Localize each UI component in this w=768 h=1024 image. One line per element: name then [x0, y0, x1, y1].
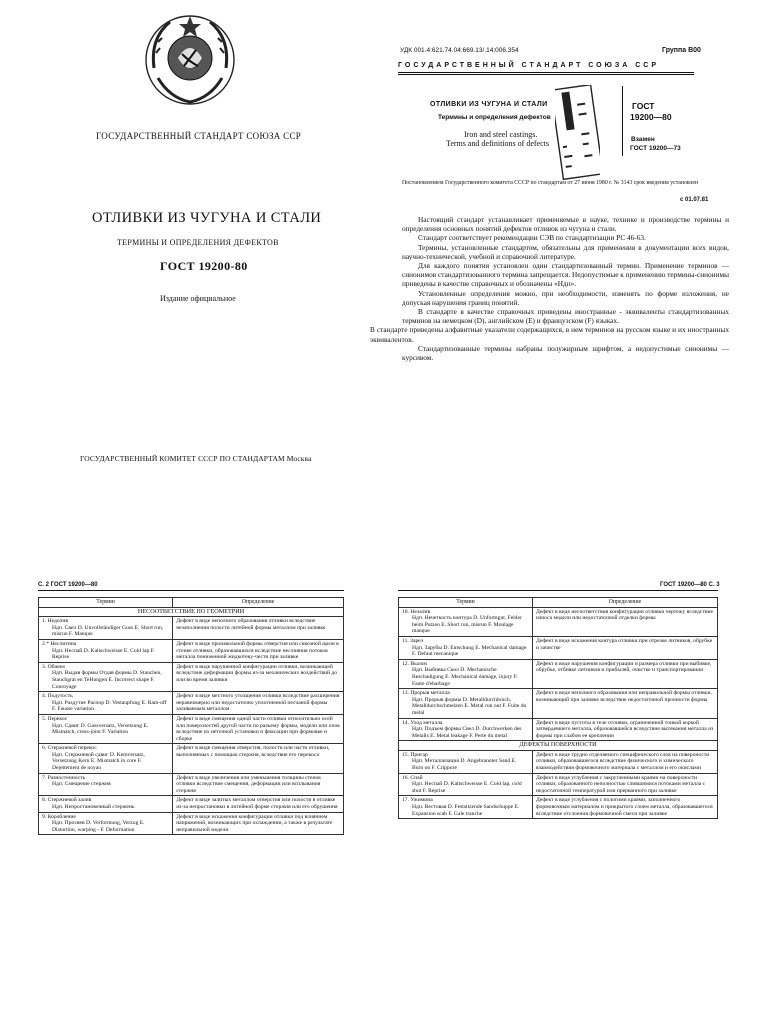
definition-text: Дефект в виде несоответствия конфигурации отливки чертежу вследствие износа модели или недостаточной отделки формы [535, 608, 713, 622]
definition-cell [173, 744, 344, 773]
paragraph: Настоящий стандарт устанавливает применяемые в науке, технике и производстве термины и определения основных понятий дефектов отливок из чугуна и стали. [402, 215, 729, 234]
term-number: 15. Пригар [402, 751, 428, 758]
term-cell [399, 796, 533, 819]
header-rule [38, 590, 344, 591]
gost-number-right: 19200—80 [630, 112, 672, 122]
table-row [39, 662, 344, 691]
table-row [399, 607, 718, 636]
term-synonyms: Ндп. Свел D. Unvollständiger Guss E. Short run, misrun F. Manque [52, 624, 164, 638]
term-cell [39, 617, 173, 640]
term-synonyms: Ндп. Прорыв формы D. Metalldurchbruch, Metalldurchschmelzen E. Metal run out F. Fuite du metal [412, 696, 527, 716]
column-header-definition: Определение [173, 598, 344, 608]
term-number: 10. Незалив [402, 608, 431, 615]
term-cell [399, 659, 533, 688]
term-synonyms: Ндп. Смещение стержня [52, 781, 111, 788]
definition-cell [173, 714, 344, 743]
table-row [399, 689, 718, 718]
document-title: ОТЛИВКИ ИЗ ЧУГУНА И СТАЛИ [92, 210, 322, 226]
term-cell [39, 796, 173, 812]
definition-text: Дефект в виде произвольной формы отверстия или сквозной щели в стенке отливки, образовавшихся вследствие неслияния потоков металла пониженной жидкотеку-чести при заливке [176, 640, 339, 661]
ussr-emblem-icon [140, 8, 240, 108]
gost-number: ГОСТ 19200-80 [160, 259, 248, 273]
term-synonyms: Ндп. Сдвиг D. Gussversatz, Versetzung E. Mismatch, cross-joint F. Variation [52, 722, 149, 736]
term-number: 17. Ужимина [402, 797, 433, 804]
term-number: 9. Коробление [42, 813, 76, 820]
paragraph: Установленные определения можно, при необходимости, изменять по форме изложения, не допуская нарушения границ понятий. [402, 288, 729, 307]
definition-text: Дефект в виде нарушения конфигурации и размера отливки при выбивке, обрубке, отбивке литников и прибылей, очистке и транспортировании [535, 660, 712, 674]
term-cell [39, 714, 173, 743]
term-cell [39, 662, 173, 691]
term-cell [399, 607, 533, 636]
paragraph: Термины, установленные стандартом, обязательны для применения в документации всех видов, научно-технической, учебной и справочной литературе. [402, 242, 729, 261]
term-number: 6. Стержневой перекос [42, 745, 97, 752]
definition-text: Дефект в виде увеличения или уменьшения толщины стенок отливки вследствие смещения, деформации или всплывания стержня [176, 774, 322, 794]
library-stamp-icon [555, 85, 600, 180]
definition-cell [173, 617, 344, 640]
term-number: 2.* Неслитина [42, 640, 77, 647]
table-row [399, 773, 718, 796]
term-synonyms: Ндп. Неспай D. Kaltschweisse E. Cold lap, cold shut F. Reprise [412, 781, 522, 794]
definition-text: Дефект в виде смещения одной части отливки относительно осей или поверхностей другой части по разъему формы, модели или опок вследствие их неточной установки и фиксации при формовке и сборке [176, 715, 340, 742]
definition-cell [532, 607, 717, 636]
term-synonyms: Ндп. Непростановочный стержень [52, 804, 135, 811]
divider [622, 86, 623, 156]
term-synonyms: Ндп. Нечеткость контура D. Unformgut, Fehler beim Putzen E. Short run, misrun F. Moulage manque [412, 615, 522, 635]
table-row [399, 659, 718, 688]
udc-code: УДК 001.4:621.74.04:669.13/.14:006.354 [400, 47, 519, 54]
term-number: 7. Разностенность [42, 774, 86, 781]
definition-text: Дефект в виде углубления с закругленными краями на поверхности отливки, образованного неполностью слившимися потоками металла с недостаточной температурой или прерванного при заливке [535, 774, 706, 794]
term-number: 13. Прорыв металла [402, 690, 450, 697]
term-cell [399, 773, 533, 796]
table-row [399, 750, 718, 773]
term-number: 16. Спай [402, 774, 423, 781]
table-row [39, 617, 344, 640]
decree-date: с 01.07.81 [680, 197, 709, 203]
page-header-right: ГОСТ 19200—80 С. 3 [660, 582, 720, 588]
terms-table-page3 [398, 597, 718, 819]
term-synonyms: Ндп. Подъем формы Свел D. Durchwerken des Metalls E. Metal leakage F. Perte du metal [412, 726, 522, 739]
replace-gost: ГОСТ 19200—73 [630, 145, 681, 152]
table-row [39, 796, 344, 812]
term-cell [399, 750, 533, 773]
definition-cell [532, 636, 717, 659]
decree-text: Постановлением Государственного комитета СССР по стандартам от 27 июня 1980 г. № 3143 срок введения установлен [402, 180, 699, 186]
table-row [39, 773, 344, 796]
committee-label: ГОСУДАРСТВЕННЫЙ КОМИТЕТ СССР ПО СТАНДАРТАМ Москва [80, 454, 312, 463]
term-cell [39, 773, 173, 796]
definition-cell [532, 659, 717, 688]
term-number: 3. Обжим [42, 663, 65, 670]
column-header-term: Термин [39, 598, 173, 608]
term-synonyms: Ндп. Металлизация D. Angebrannter Sand E. Burn on F. Crippure [412, 758, 517, 772]
definition-cell [173, 639, 344, 662]
definition-text: Дефект в виде неполного образования отливки вследствие незаполнения полости литейной формы металлом при заливке [176, 618, 326, 631]
paragraph: Стандарт соответствует рекомендации СЭВ по стандартизации РС 46-63. [418, 233, 646, 243]
header-rule [398, 590, 718, 591]
term-number: 1. Недолив [42, 618, 69, 625]
term-cell [39, 639, 173, 662]
definition-text: Дефект в виде смещения отверстия, полости или части отливки, выполняемых с помощью стержня, вследствие его перекоса [176, 745, 330, 758]
group-label: Группа В00 [662, 47, 701, 54]
standard-body [370, 215, 729, 363]
table-row [39, 714, 344, 743]
term-number: 8. Стержневой залив [42, 797, 92, 804]
definition-cell [532, 718, 717, 741]
document-subtitle: ТЕРМИНЫ И ОПРЕДЕЛЕНИЯ ДЕФЕКТОВ [117, 238, 279, 247]
table-row [39, 639, 344, 662]
column-header-term: Термин [399, 598, 533, 608]
definition-cell [532, 773, 717, 796]
definition-text: Дефект в виде нарушенной конфигурации отливки, возникающей вследствие деформации формы из-за механических воздействий до или во время заливки [176, 663, 338, 683]
gost-label: ГОСТ [632, 101, 655, 111]
definition-text: Дефект в виде местного утолщения отливки вследствие расширения неравномерно или недостаточно уплотненной песчаной формы заливаемым металлом [176, 693, 340, 713]
definition-text: Дефект в виде залитых металлом отверстия или полости в отливке из-за непростановки в литейной форме стержня или его обрушения [176, 797, 338, 811]
definition-text: Дефект в виде трудно отделяемого специфического слоя на поверхности отливки, образовавшегося вследствие физического и химического взаимодействия формовочного материала с металлом и его окислами [535, 751, 710, 772]
term-synonyms: Ндп. Выдав формы Отдав формы D. Stauchen, Stauchgrat en TeHungen E. Incorrect shape F. Conroyage [52, 670, 162, 690]
term-synonyms: Ндп. Выбивка Скол D. Mechanische Beschadigung E. Mechanical damage, injury F. Faute d'ebarbage [412, 667, 518, 687]
term-synonyms: Ндп. Зарубы D. Entschung E. Mechanical damage F. Defaut mecanique [412, 644, 527, 658]
table-row [399, 636, 718, 659]
paragraph: Для каждого понятия установлен один стандартизованный термин. Применение терминов — синонимов стандартизованного термина запрещается. Недопустимые к применению термины-синонимы приведены в качестве справочных и обозначены «Ндп». [402, 261, 729, 289]
table-row [399, 718, 718, 741]
section-heading: НЕСООТВЕТСТВИЕ ПО ГЕОМЕТРИИ [39, 607, 344, 617]
term-number: 14. Уход металла [402, 719, 443, 726]
term-synonyms: Ндп. Стержневой сдвиг D. Kemversatz, Versetzung Kern E. Mismatch in core F. Dejettement de noyau [52, 751, 145, 772]
header-rule [398, 74, 694, 75]
terms-table-page2 [38, 597, 344, 835]
definition-text: Дефект в виде искажения конфигурации отливки под влиянием напряжений, возникающих при охлаждении, а также в результате неправильной модели [176, 813, 333, 833]
title-en-line1: Iron and steel castings. [464, 130, 538, 139]
definition-text: Дефект в виде искажения контура отливки при отрезке литников, обрубке и зачистке [535, 637, 713, 651]
title-en-line2: Terms and definitions of defects [446, 139, 549, 148]
term-cell [39, 812, 173, 835]
title-ru: ОТЛИВКИ ИЗ ЧУГУНА И СТАЛИ [430, 101, 548, 108]
term-number: 4. Подутость [42, 693, 73, 700]
state-standard-label: ГОСУДАРСТВЕННЫЙ СТАНДАРТ СОЮЗА ССР [96, 131, 302, 141]
term-synonyms: Ндп. Раздутие Распор D. Vestaupfung E. Ram-off F. Fausse variation [52, 699, 167, 713]
table-row [39, 812, 344, 835]
header-rule [398, 72, 694, 73]
definition-cell [173, 692, 344, 715]
term-number: 5. Перекос [42, 715, 68, 722]
definition-text: Дефект в виде пустоты в теле отливки, ограниченной тонкой коркой затвердевшего металла, образовавшейся вследствие вытекания металла из формы при слабом ее креплении [535, 719, 714, 739]
definition-text: Дефект в виде углубления с пологими краями, заполненного формовочным материалом и прикрытого слоем металла, образовавшегося вследствие отслоения формовочной смеси при заливке [535, 797, 713, 817]
page-header-left: С. 2 ГОСТ 19200—80 [38, 582, 98, 588]
term-synonyms: Ндп. Вестовая D. Festsitzende Sandschuppe E. Expansion scab F. Gale tranche [412, 804, 520, 817]
term-synonyms: Ндп. Неспай D. Kaltschweisse E. Cold lap F. Reprise [52, 647, 155, 661]
term-cell [399, 689, 533, 718]
definition-text: Дефект в виде неполного образования или неправильной формы отливки, возникающий при заливке вследствие недостаточной прочности формы [535, 690, 712, 703]
definition-cell [532, 750, 717, 773]
section-heading: ДЕФЕКТЫ ПОВЕРХНОСТИ [399, 741, 718, 751]
state-standard-header: ГОСУДАРСТВЕННЫЙ СТАНДАРТ СОЮЗА ССР [398, 62, 660, 69]
column-header-definition: Определение [532, 598, 717, 608]
term-cell [399, 718, 533, 741]
term-number: 12. Вылом [402, 660, 427, 667]
table-row [39, 692, 344, 715]
table-row [399, 796, 718, 819]
table-row [39, 744, 344, 773]
definition-cell [173, 773, 344, 796]
paragraph: В стандарте в качестве справочных приведены иностранные - эквиваленты стандартизованных терминов на немецком (D), английском (E) и французском (F) языках. [402, 307, 729, 326]
term-number: 11. Зарез [402, 637, 424, 644]
paragraph: Стандартизованные термины набраны полужирным шрифтом, а недопустимые синонимы — курсивом. [402, 343, 729, 363]
term-cell [399, 636, 533, 659]
replace-label: Взамен [631, 136, 655, 143]
definition-cell [532, 796, 717, 819]
definition-cell [532, 689, 717, 718]
definition-cell [173, 812, 344, 835]
subtitle-ru: Термины и определения дефектов [438, 114, 551, 121]
paragraph: В стандарте приведены алфавитные указатели содержащихся, в нем терминов на русском языке и их иностранных эквивалентов. [370, 325, 729, 344]
term-cell [39, 692, 173, 715]
term-synonyms: Ндп. Просвев D. Verformung, Verzug E. Distortion, warping - F. Deformation [52, 820, 145, 833]
edition-label: Издание официальное [160, 294, 236, 303]
definition-cell [173, 662, 344, 691]
definition-cell [173, 796, 344, 812]
term-cell [39, 744, 173, 773]
